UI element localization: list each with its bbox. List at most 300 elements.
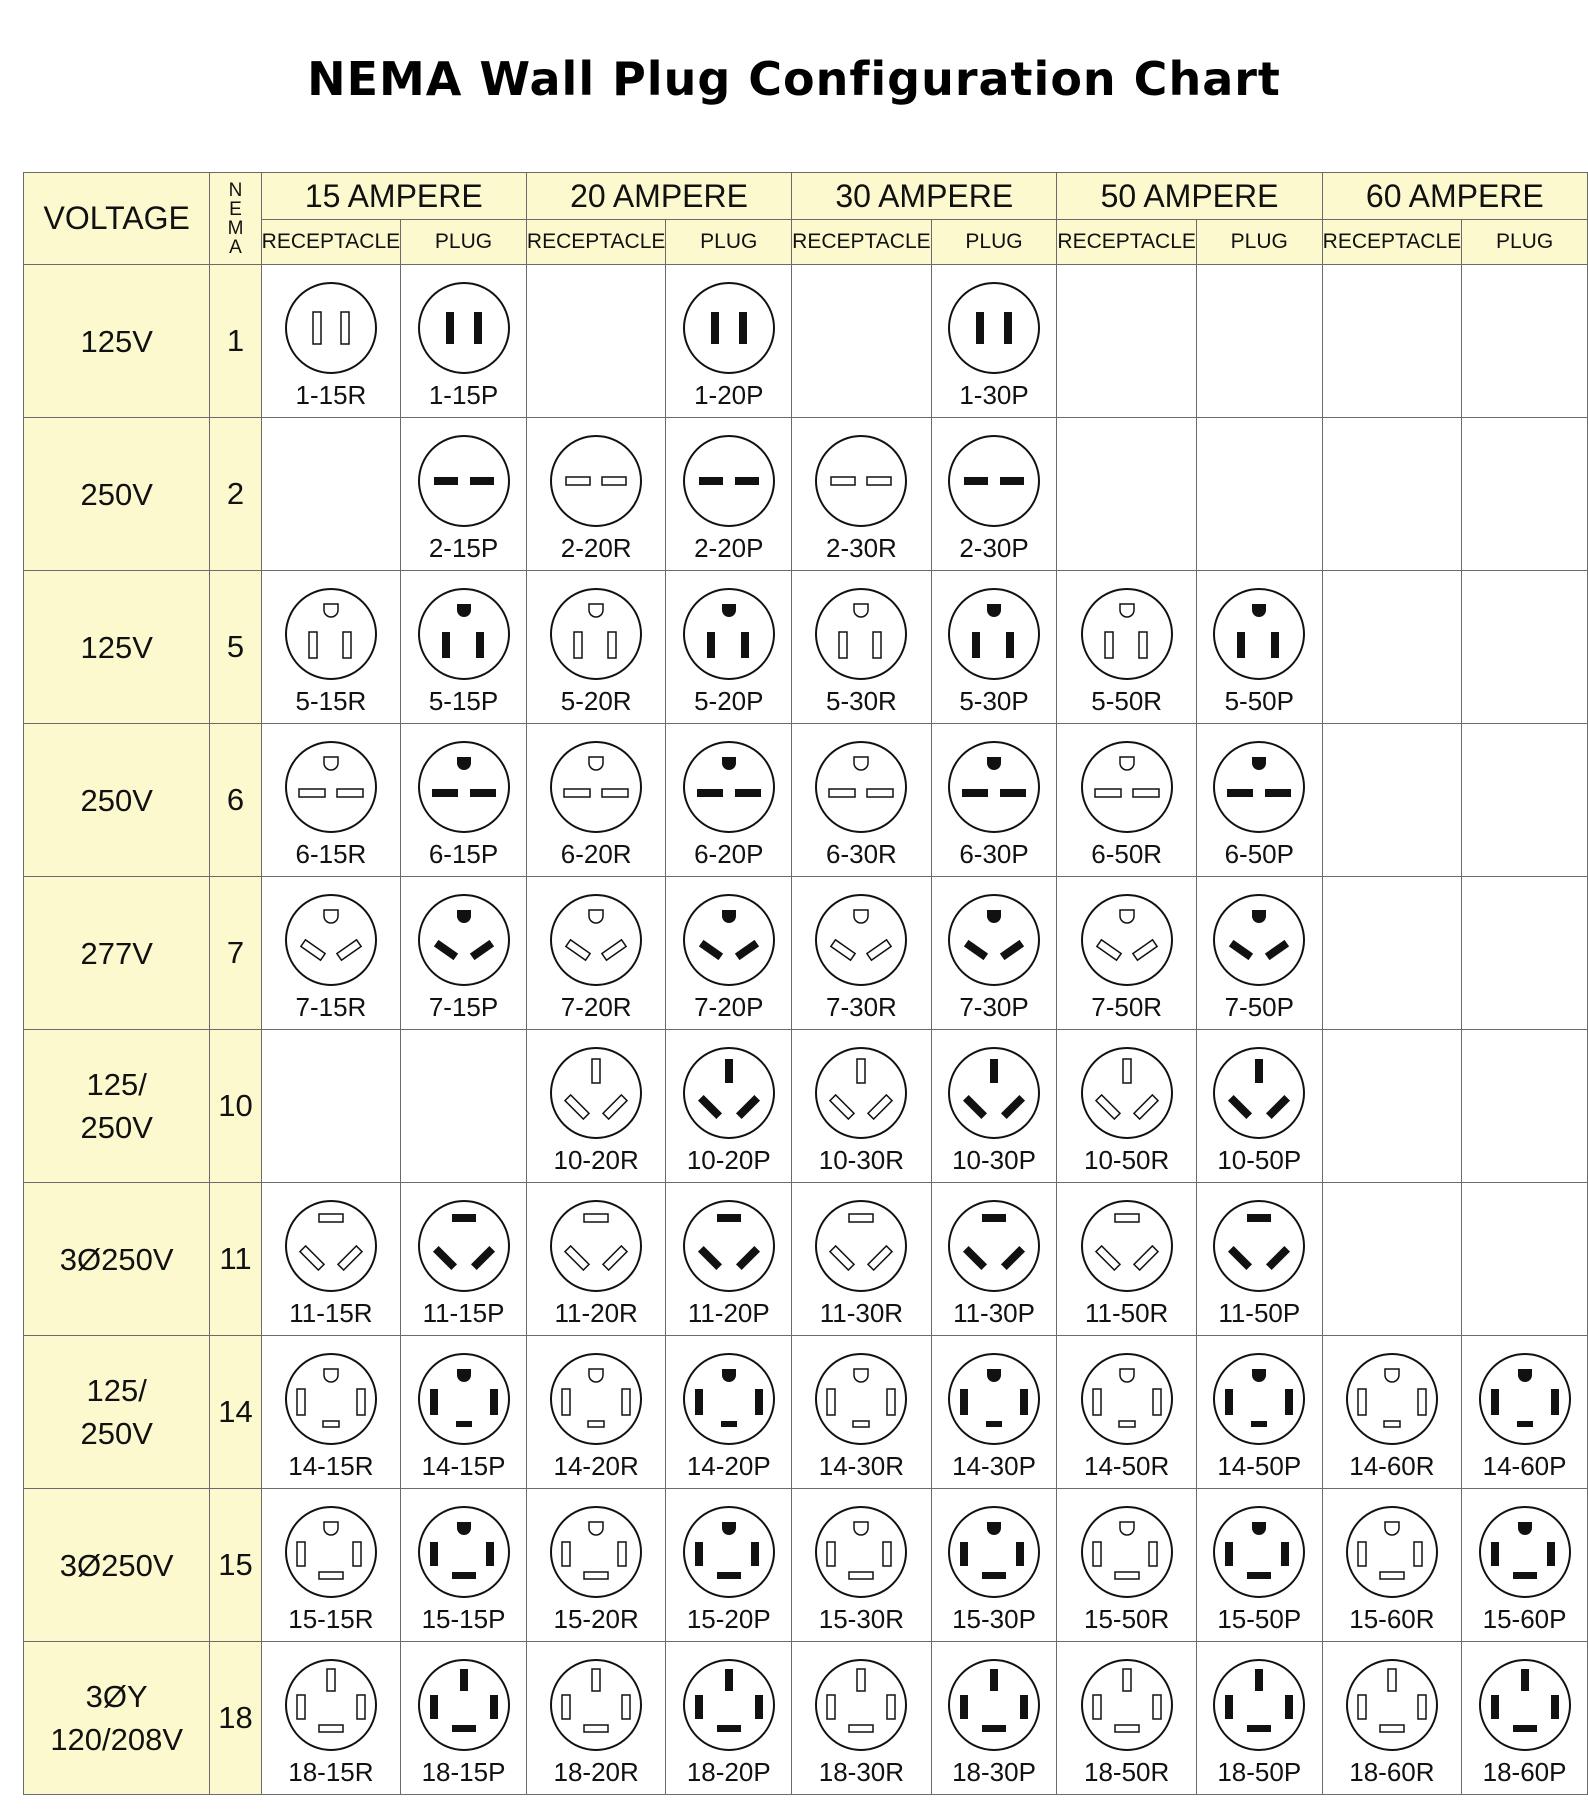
config-label: 14-15R [288,1450,374,1481]
outlet-face [684,436,774,526]
plug-face-icon [1209,737,1309,837]
config-label: 1-20P [694,379,764,410]
blade-slot [327,1669,335,1691]
receptacle-face-icon [1077,584,1177,684]
blade-slot [1380,1725,1404,1732]
plug-face-icon [1209,890,1309,990]
page-title: NEMA Wall Plug Configuration Chart [307,52,1281,106]
config-cell [666,265,792,418]
config-cell [526,1642,665,1795]
config-label: 5-30P [959,685,1029,716]
blade-slot [592,1669,600,1691]
blade-slot [452,1572,476,1579]
plug-face-icon [679,1655,779,1755]
outlet-face [286,895,376,985]
blade-slot [297,1542,305,1566]
blade-slot [972,632,980,658]
blade-slot [1153,1389,1161,1415]
ground-pin [589,1369,603,1382]
blade-slot [1380,1572,1404,1579]
nema-number-cell: 11 [210,1183,261,1336]
blade-slot [725,1669,733,1691]
config-cell [261,1336,400,1489]
config-cell [401,1642,527,1795]
blade-slot [960,1389,968,1415]
blade-slot [1255,1669,1263,1691]
config-cell [1057,265,1196,418]
outlet-face [551,742,641,832]
plug-face-icon [679,278,779,378]
plug-face-icon [1475,1502,1575,1602]
blade-slot [990,1059,998,1083]
blade-slot [442,632,450,658]
config-label: 5-50R [1091,685,1163,716]
config-cell [1057,1183,1196,1336]
blade-slot [990,1669,998,1691]
receptacle-face-icon [546,1196,646,1296]
blade-slot [1265,789,1291,797]
config-cell [401,1489,527,1642]
blade-slot [446,312,454,344]
blade-slot [827,1389,835,1415]
blade-slot [1388,1669,1396,1691]
receptacle-face-icon [1077,1502,1177,1602]
config-cell [1322,1183,1461,1336]
plug-face-icon [679,431,779,531]
config-label: 14-30R [818,1450,905,1481]
outlet-face [949,742,1039,832]
header-plug: PLUG [931,220,1057,265]
config-label: 14-60R [1349,1450,1435,1481]
config-cell [792,571,931,724]
blade-slot [1115,1725,1139,1732]
config-cell [666,1336,792,1489]
blade-slot [982,1572,1006,1579]
blade-slot [323,1421,339,1427]
config-label: 10-20P [686,1144,771,1175]
config-label: 18-50R [1084,1756,1170,1787]
blade-slot [434,477,458,485]
config-cell [261,571,400,724]
blade-slot [1247,1725,1271,1732]
config-label: 18-30R [818,1756,905,1787]
plug-face-icon [1209,1349,1309,1449]
voltage-cell: 3Ø250V [24,1489,210,1642]
blade-slot [430,1695,438,1719]
ground-pin [324,757,338,770]
nema-number-cell: 6 [210,724,261,877]
receptacle-face-icon [281,584,381,684]
plug-face-icon [944,278,1044,378]
blade-slot [857,1059,865,1083]
config-cell [261,724,400,877]
receptacle-face-icon [811,1043,911,1143]
outlet-face [1214,895,1304,985]
blade-slot [1095,789,1121,797]
outlet-face [949,283,1039,373]
blade-slot [622,1389,630,1415]
blade-slot [887,1389,895,1415]
blade-slot [1225,1542,1233,1566]
config-label: 2-20R [560,532,632,563]
nema-row [24,571,1588,724]
plug-face-icon [944,1655,1044,1755]
receptacle-face-icon [1077,1349,1177,1449]
plug-face-icon [944,431,1044,531]
config-label: 6-50P [1224,838,1294,869]
voltage-cell: 3ØY 120/208V [24,1642,210,1795]
blade-slot [849,1572,873,1579]
header-receptacle: RECEPTACLE [1057,220,1196,265]
blade-slot [873,632,881,658]
receptacle-face-icon [1342,1349,1442,1449]
blade-slot [1139,632,1147,658]
config-label: 11-50P [1218,1297,1301,1328]
config-cell [1322,418,1461,571]
blade-slot [562,1695,570,1719]
blade-slot [695,1389,703,1415]
config-label: 14-50R [1084,1450,1170,1481]
blade-slot [1225,1389,1233,1415]
plug-face-icon [414,1502,514,1602]
config-label: 18-20R [553,1756,639,1787]
blade-slot [1491,1542,1499,1566]
plug-face-icon [679,890,779,990]
blade-slot [699,477,723,485]
receptacle-face-icon [546,584,646,684]
blade-slot [1237,632,1245,658]
config-cell [1196,1336,1322,1489]
config-cell [1196,1489,1322,1642]
header-30-ampere: 30 AMPERE [792,173,1057,220]
blade-slot [1384,1421,1400,1427]
outlet-face [286,742,376,832]
plug-face-icon [679,1043,779,1143]
config-cell [526,1030,665,1183]
blade-slot [849,1725,873,1732]
blade-slot [853,1421,869,1427]
config-cell [1057,1489,1196,1642]
blade-slot [1521,1669,1529,1691]
blade-slot [964,477,988,485]
outlet-face [684,742,774,832]
config-label: 11-15R [289,1297,373,1328]
blade-slot [602,477,626,485]
config-cell [1462,1336,1588,1489]
receptacle-face-icon [811,890,911,990]
config-cell [1196,1030,1322,1183]
config-label: 7-20P [694,991,764,1022]
config-label: 7-50R [1091,991,1163,1022]
config-cell [792,418,931,571]
config-label: 11-20R [554,1297,638,1328]
plug-face-icon [944,737,1044,837]
blade-slot [982,1725,1006,1732]
outlet-face [816,742,906,832]
blade-slot [622,1695,630,1719]
config-cell [1196,265,1322,418]
blade-slot [460,1669,468,1691]
config-label: 6-50R [1091,838,1163,869]
config-cell [261,1183,400,1336]
blade-slot [341,312,349,344]
blade-slot [562,1389,570,1415]
voltage-cell: 250V [24,724,210,877]
nema-row [24,877,1588,1030]
outlet-face [684,589,774,679]
blade-slot [887,1695,895,1719]
plug-face-icon [414,890,514,990]
config-cell [1462,265,1588,418]
outlet-face [551,589,641,679]
blade-slot [618,1542,626,1566]
outlet-face [1082,895,1172,985]
blade-slot [839,632,847,658]
plug-face-icon [1475,1655,1575,1755]
header-receptacle: RECEPTACLE [1322,220,1461,265]
config-cell [1196,418,1322,571]
nema-number-cell: 5 [210,571,261,724]
blade-slot [353,1542,361,1566]
blade-slot [1491,1389,1499,1415]
config-label: 5-30R [825,685,897,716]
config-label: 1-15P [428,379,499,410]
config-label: 6-15P [428,838,499,869]
config-label: 10-20R [553,1144,639,1175]
nema-number-cell: 1 [210,265,261,418]
config-cell [526,1489,665,1642]
blade-slot [1418,1389,1426,1415]
blade-slot [1105,632,1113,658]
config-cell [401,418,527,571]
receptacle-face-icon [546,737,646,837]
blade-slot [343,632,351,658]
receptacle-face-icon [1077,737,1177,837]
outlet-face [286,283,376,373]
config-cell [666,1183,792,1336]
blade-slot [1093,1542,1101,1566]
voltage-cell: 277V [24,877,210,1030]
config-label: 15-30R [818,1603,905,1634]
header-plug: PLUG [1196,220,1322,265]
plug-face-icon [1209,1196,1309,1296]
ground-pin [324,1522,338,1535]
config-label: 15-20P [686,1603,771,1634]
config-cell [792,265,931,418]
receptacle-face-icon [1342,1502,1442,1602]
receptacle-face-icon [281,1349,381,1449]
outlet-face [419,895,509,985]
blade-slot [755,1389,763,1415]
blade-slot [751,1542,759,1566]
voltage-cell: 125/ 250V [24,1336,210,1489]
config-label: 11-30R [819,1297,904,1328]
header-plug: PLUG [401,220,527,265]
plug-face-icon [414,1655,514,1755]
config-cell [1322,1489,1461,1642]
outlet-face [816,436,906,526]
config-cell [1057,877,1196,1030]
nema-row [24,1183,1588,1336]
blade-slot [592,1059,600,1083]
plug-face-icon [1209,1043,1309,1143]
plug-face-icon [679,584,779,684]
blade-slot [725,1059,733,1083]
nema-number-cell: 15 [210,1489,261,1642]
blade-slot [849,1214,873,1222]
outlet-face [949,895,1039,985]
config-label: 18-15R [288,1756,374,1787]
blade-slot [721,1421,737,1427]
header-receptacle: RECEPTACLE [792,220,931,265]
blade-slot [1000,789,1026,797]
config-label: 18-15P [421,1756,506,1787]
nema-row [24,1336,1588,1489]
blade-slot [1255,1059,1263,1083]
config-label: 11-50R [1084,1297,1169,1328]
outlet-face [1082,742,1172,832]
config-label: 18-60R [1349,1756,1435,1787]
blade-slot [357,1695,365,1719]
config-cell [1462,1489,1588,1642]
config-label: 18-20P [686,1756,771,1787]
config-cell [792,1642,931,1795]
blade-slot [831,477,855,485]
outlet-face [949,436,1039,526]
outlet-face [551,436,641,526]
blade-slot [695,1542,703,1566]
receptacle-face-icon [281,737,381,837]
config-cell [792,1336,931,1489]
receptacle-face-icon [1077,1043,1177,1143]
ground-pin [589,1522,603,1535]
config-cell [666,418,792,571]
blade-slot [735,789,761,797]
config-cell [931,418,1057,571]
config-label: 5-50P [1224,685,1294,716]
header-15-ampere: 15 AMPERE [261,173,526,220]
config-label: 2-30R [825,532,897,563]
config-label: 14-20R [553,1450,639,1481]
header-nema [210,173,261,265]
blade-slot [960,1695,968,1719]
receptacle-face-icon [1077,1655,1177,1755]
config-label: 5-15R [295,685,367,716]
receptacle-face-icon [1077,1196,1177,1296]
blade-slot [564,789,590,797]
blade-slot [982,1214,1006,1222]
config-label: 14-15P [421,1450,506,1481]
config-cell [931,877,1057,1030]
outlet-face [419,742,509,832]
blade-slot [1281,1542,1289,1566]
blade-slot [357,1389,365,1415]
outlet-face [1082,589,1172,679]
plug-face-icon [679,1196,779,1296]
blade-slot [962,789,988,797]
config-cell [526,571,665,724]
blade-slot [313,312,321,344]
blade-slot [584,1214,608,1222]
receptacle-face-icon [281,1196,381,1296]
blade-slot [1251,1421,1267,1427]
blade-slot [1227,789,1253,797]
blade-slot [1285,1695,1293,1719]
config-cell [792,1030,931,1183]
ground-pin [1120,1522,1134,1535]
config-label: 10-50P [1217,1144,1302,1175]
blade-slot [829,789,855,797]
config-label: 15-15P [421,1603,506,1634]
plug-face-icon [414,1349,514,1449]
config-cell [1322,877,1461,1030]
voltage-cell: 250V [24,418,210,571]
blade-slot [1133,789,1159,797]
config-label: 11-20P [687,1297,770,1328]
blade-slot [1093,1695,1101,1719]
config-cell [1462,1030,1588,1183]
receptacle-face-icon [1342,1655,1442,1755]
blade-slot [1418,1695,1426,1719]
blade-slot [960,1542,968,1566]
blade-slot [735,477,759,485]
blade-slot [1517,1421,1533,1427]
blade-slot [1119,1421,1135,1427]
blade-slot [707,632,715,658]
ground-pin [854,1369,868,1382]
outlet-face [551,895,641,985]
plug-face-icon [679,737,779,837]
blade-slot [476,632,484,658]
config-label: 2-20P [694,532,764,563]
blade-slot [299,789,325,797]
config-cell [931,1642,1057,1795]
receptacle-face-icon [281,1502,381,1602]
outlet-face [419,283,509,373]
config-label: 14-60P [1482,1450,1567,1481]
blade-slot [470,477,494,485]
config-label: 14-20P [686,1450,771,1481]
blade-slot [1115,1572,1139,1579]
blade-slot [827,1542,835,1566]
chart-body [24,265,1588,1795]
blade-slot [1358,1389,1366,1415]
config-cell [261,418,400,571]
config-cell [931,1030,1057,1183]
config-label: 6-20P [694,838,764,869]
header-nema-text: N E M A [227,179,244,258]
config-label: 11-15P [422,1297,505,1328]
config-cell [1196,724,1322,877]
nema-number-cell: 2 [210,418,261,571]
plug-face-icon [944,1043,1044,1143]
plug-face-icon [944,1502,1044,1602]
ground-pin [589,757,603,770]
blade-slot [717,1214,741,1222]
header-60-ampere: 60 AMPERE [1322,173,1587,220]
config-label: 10-30P [952,1144,1036,1175]
blade-slot [1123,1059,1131,1083]
ground-pin [589,604,603,617]
config-label: 10-50R [1084,1144,1170,1175]
nema-number-cell: 7 [210,877,261,1030]
config-cell [1057,1030,1196,1183]
voltage-cell: 3Ø250V [24,1183,210,1336]
plug-face-icon [414,1196,514,1296]
config-cell [931,571,1057,724]
plug-face-icon [414,278,514,378]
receptacle-face-icon [546,1349,646,1449]
